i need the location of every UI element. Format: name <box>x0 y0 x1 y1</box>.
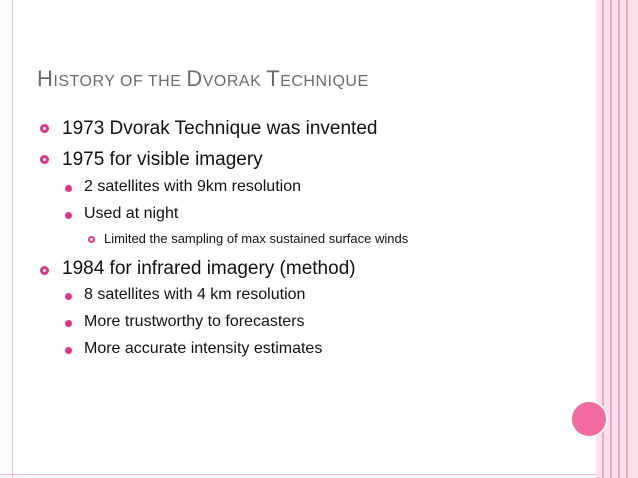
ring-bullet-icon <box>40 124 49 133</box>
bullet-item: 1975 for visible imagery <box>62 149 263 170</box>
left-border-rule <box>12 0 13 478</box>
ring-bullet-icon <box>40 155 49 164</box>
bullet-item: Used at night <box>84 205 179 222</box>
bullet-item: 1984 for infrared imagery (method) <box>62 258 356 279</box>
bullet-item: More accurate intensity estimates <box>84 340 323 357</box>
decorative-circle <box>570 400 608 438</box>
bullet-item: 8 satellites with 4 km resolution <box>84 286 306 303</box>
slide-title: HISTORY OF THE DVORAK TECHNIQUE <box>37 66 369 91</box>
ring-bullet-small-icon <box>88 236 95 243</box>
dot-bullet-icon <box>65 185 72 192</box>
bullet-item: 2 satellites with 9km resolution <box>84 178 301 195</box>
bottom-border-rule <box>0 474 596 475</box>
bullet-item: 1973 Dvorak Technique was invented <box>62 118 378 139</box>
dot-bullet-icon <box>65 212 72 219</box>
dot-bullet-icon <box>65 293 72 300</box>
bullet-item: More trustworthy to forecasters <box>84 313 305 330</box>
ring-bullet-icon <box>40 266 49 275</box>
bullet-item: Limited the sampling of max sustained surface winds <box>104 231 409 246</box>
dot-bullet-icon <box>65 347 72 354</box>
dot-bullet-icon <box>65 320 72 327</box>
